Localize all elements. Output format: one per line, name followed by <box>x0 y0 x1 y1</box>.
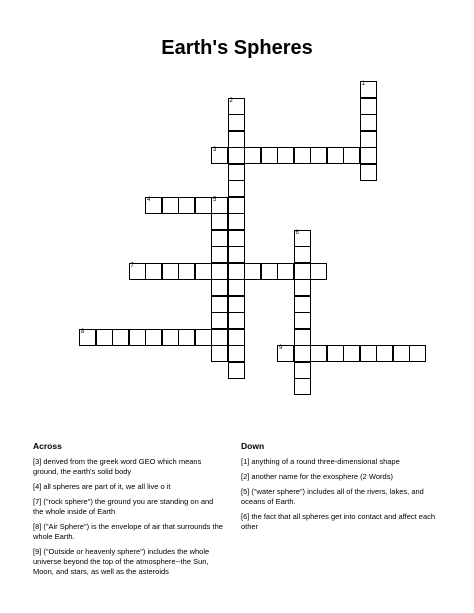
across-heading: Across <box>33 441 62 451</box>
crossword-cell[interactable] <box>228 164 245 181</box>
crossword-cell[interactable] <box>228 296 245 313</box>
crossword-cell[interactable] <box>360 114 377 131</box>
crossword-cell[interactable] <box>228 197 245 214</box>
across-clue <box>33 457 223 477</box>
crossword-cell[interactable] <box>360 131 377 148</box>
clue-text: anything of a round three-dimensional shape <box>251 457 400 466</box>
crossword-cell[interactable] <box>360 164 377 181</box>
crossword-cell[interactable] <box>294 246 311 263</box>
crossword-cell[interactable] <box>145 197 162 214</box>
crossword-cell[interactable] <box>310 263 327 280</box>
crossword-cell[interactable] <box>228 329 245 346</box>
clue-number: [5] <box>241 487 250 496</box>
down-clue <box>241 472 441 482</box>
crossword-cell[interactable] <box>228 345 245 362</box>
crossword-cell[interactable] <box>409 345 426 362</box>
crossword-cell[interactable] <box>360 147 377 164</box>
clue-number: [9] <box>33 547 42 556</box>
crossword-cell[interactable] <box>211 197 228 214</box>
clue-number: [4] <box>33 482 42 491</box>
crossword-cell[interactable] <box>327 345 344 362</box>
crossword-cell[interactable] <box>211 147 228 164</box>
crossword-cell[interactable] <box>393 345 410 362</box>
page-title: Earth's Spheres <box>161 37 313 59</box>
crossword-cell[interactable] <box>211 296 228 313</box>
crossword-cell[interactable] <box>360 81 377 98</box>
crossword-cell[interactable] <box>228 213 245 230</box>
crossword-cell[interactable] <box>195 329 212 346</box>
crossword-cell[interactable] <box>360 98 377 115</box>
clue-number: [8] <box>33 522 42 531</box>
crossword-cell[interactable] <box>178 263 195 280</box>
crossword-cell[interactable] <box>211 230 228 247</box>
crossword-cell[interactable] <box>228 98 245 115</box>
clue-number: [3] <box>33 457 42 466</box>
across-clue-list <box>33 457 223 577</box>
crossword-cell[interactable] <box>162 197 179 214</box>
clue-text: ("rock sphere") the ground you are standing on and the whole inside of Earth <box>33 497 214 516</box>
crossword-cell[interactable] <box>211 263 228 280</box>
crossword-cell[interactable] <box>277 263 294 280</box>
crossword-cell[interactable] <box>162 329 179 346</box>
clue-text: the fact that all spheres get into contact and affect each other <box>241 512 436 531</box>
crossword-cell[interactable] <box>228 362 245 379</box>
crossword-cell[interactable] <box>294 263 311 280</box>
crossword-cell[interactable] <box>195 263 212 280</box>
crossword-cell[interactable] <box>211 312 228 329</box>
clue-number: [7] <box>33 497 42 506</box>
crossword-cell[interactable] <box>228 230 245 247</box>
crossword-cell[interactable] <box>294 378 311 395</box>
clue-text: ("water sphere") includes all of the rivers, lakes, and oceans of Earth. <box>241 487 424 506</box>
crossword-cell[interactable] <box>228 114 245 131</box>
clue-number: [1] <box>241 457 250 466</box>
crossword-cell[interactable] <box>327 147 344 164</box>
crossword-cell[interactable] <box>228 279 245 296</box>
crossword-cell[interactable] <box>228 263 245 280</box>
crossword-cell[interactable] <box>211 279 228 296</box>
down-clue <box>241 512 441 532</box>
crossword-cell[interactable] <box>112 329 129 346</box>
crossword-cell[interactable] <box>79 329 96 346</box>
crossword-cell[interactable] <box>228 131 245 148</box>
crossword-cell[interactable] <box>211 329 228 346</box>
crossword-cell[interactable] <box>228 246 245 263</box>
crossword-cell[interactable] <box>228 180 245 197</box>
crossword-cell[interactable] <box>261 147 278 164</box>
crossword-cell[interactable] <box>129 329 146 346</box>
across-clues <box>33 441 223 582</box>
clue-number: [6] <box>241 512 250 521</box>
clue-number-label: 5 <box>213 196 217 203</box>
crossword-cell[interactable] <box>294 147 311 164</box>
clue-text: derived from the greek word GEO which means ground, the earth's solid body <box>33 457 202 476</box>
crossword-cell[interactable] <box>244 147 261 164</box>
crossword-cell[interactable] <box>294 230 311 247</box>
crossword-cell[interactable] <box>343 147 360 164</box>
down-clue-list <box>241 457 441 532</box>
across-clue <box>33 482 223 492</box>
crossword-cell[interactable] <box>145 263 162 280</box>
crossword-cell[interactable] <box>244 263 261 280</box>
crossword-cell[interactable] <box>211 246 228 263</box>
clue-number-label: 8 <box>81 328 85 335</box>
crossword-cell[interactable] <box>294 345 311 362</box>
down-clue <box>241 457 441 467</box>
crossword-cell[interactable] <box>178 329 195 346</box>
down-heading: Down <box>241 441 265 451</box>
crossword-cell[interactable] <box>162 263 179 280</box>
crossword-cell[interactable] <box>294 329 311 346</box>
crossword-cell[interactable] <box>211 345 228 362</box>
crossword-cell[interactable] <box>294 362 311 379</box>
across-clue <box>33 547 223 577</box>
crossword-cell[interactable] <box>261 263 278 280</box>
crossword-cell[interactable] <box>178 197 195 214</box>
crossword-cell[interactable] <box>145 329 162 346</box>
crossword-cell[interactable] <box>294 279 311 296</box>
crossword-cell[interactable] <box>360 345 377 362</box>
crossword-cell[interactable] <box>277 147 294 164</box>
clue-number-label: 4 <box>147 196 151 203</box>
crossword-cell[interactable] <box>195 197 212 214</box>
crossword-cell[interactable] <box>294 296 311 313</box>
clue-text: ("Outside or heavenly sphere") includes the whole universe beyond the top of the atmosphere--the Sun, Moon, and stars, as well as the asteroids <box>33 547 210 576</box>
clue-number-label: 6 <box>295 229 299 236</box>
clue-number-label: 1 <box>361 81 365 87</box>
clue-text: all spheres are part of it, we all live o it <box>43 482 171 491</box>
crossword-cell[interactable] <box>310 147 327 164</box>
crossword-cell[interactable] <box>228 312 245 329</box>
down-clue <box>241 487 441 507</box>
clue-text: another name for the exosphere (2 Words) <box>251 472 393 481</box>
clue-number-label: 3 <box>213 147 217 153</box>
clue-number-label: 2 <box>229 97 233 104</box>
crossword-cell[interactable] <box>96 329 113 346</box>
crossword-cell[interactable] <box>129 263 146 280</box>
crossword-cell[interactable] <box>376 345 393 362</box>
crossword-cell[interactable] <box>310 345 327 362</box>
clue-text: ("Air Sphere") is the envelope of air that surrounds the whole Earth. <box>33 522 223 541</box>
crossword-cell[interactable] <box>211 213 228 230</box>
crossword-cell[interactable] <box>294 312 311 329</box>
clue-number-label: 9 <box>279 345 283 351</box>
clue-number-label: 7 <box>130 262 134 269</box>
down-clues <box>241 441 441 537</box>
crossword-cell[interactable] <box>343 345 360 362</box>
across-clue <box>33 522 223 542</box>
across-clue <box>33 497 223 517</box>
crossword-cell[interactable] <box>277 345 294 362</box>
clue-number: [2] <box>241 472 250 481</box>
crossword-cell[interactable] <box>228 147 245 164</box>
